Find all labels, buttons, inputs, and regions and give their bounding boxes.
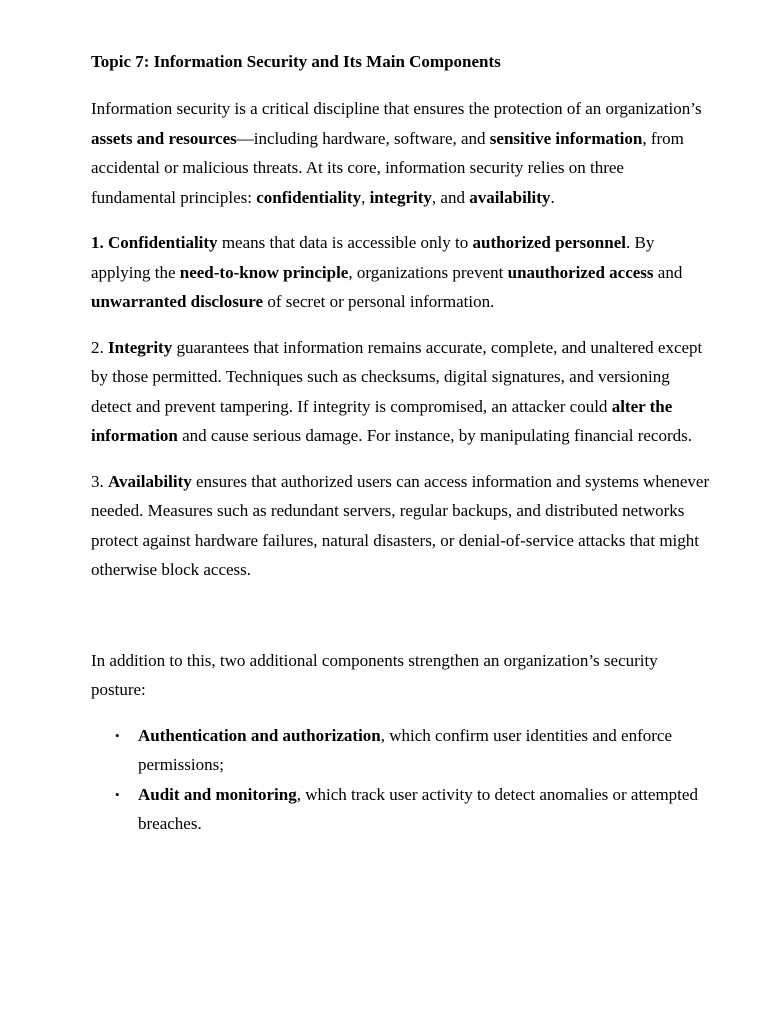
bold-text: Availability bbox=[108, 471, 192, 491]
text-run: , from accidental or malicious threats. At its core, information security relies on three fundamental principles: bbox=[91, 128, 684, 207]
bold-text: sensitive information bbox=[489, 128, 643, 148]
bold-text: availability bbox=[469, 187, 551, 207]
bold-text: 1. Confidentiality bbox=[91, 233, 218, 252]
text-run: and cause serious damage. For instance, by manipulating financial records. bbox=[177, 426, 692, 445]
components-list bbox=[91, 721, 711, 839]
bold-text: need-to-know principle bbox=[179, 262, 349, 282]
list-item-text bbox=[138, 726, 672, 775]
text-run: , which track user activity to detect anomalies or attempted breaches. bbox=[138, 784, 698, 833]
bold-text: confidentiality bbox=[256, 187, 362, 207]
availability-paragraph bbox=[91, 467, 711, 585]
text-run: Information security is a critical discipline that ensures the protection of an organization’s bbox=[91, 99, 702, 118]
text-run: means that data is accessible only to bbox=[217, 233, 473, 252]
text-run: , which confirm user identities and enforce permissions; bbox=[138, 725, 673, 774]
text-run: . By applying the bbox=[91, 233, 655, 282]
bold-text: integrity bbox=[369, 187, 432, 207]
bullet-icon: • bbox=[115, 727, 120, 743]
list-item-text bbox=[138, 785, 698, 834]
text-run: guarantees that information remains accurate, complete, and unaltered except by those permitted. Techniques such as checksums, digital signatures, and versioning detect and prevent tampering. If integrity is compromised, an attacker could bbox=[91, 337, 703, 416]
text-run: —including hardware, software, and bbox=[236, 128, 490, 148]
text-run: of secret or personal information. bbox=[263, 292, 495, 311]
text-run: , organizations prevent bbox=[348, 262, 508, 282]
list-item bbox=[115, 780, 711, 839]
text-run: 3. bbox=[91, 471, 108, 491]
text-run: 2. bbox=[91, 337, 108, 357]
bold-text: Integrity bbox=[108, 337, 173, 357]
bold-text: Audit and monitoring bbox=[138, 784, 297, 804]
bold-text: unwarranted disclosure bbox=[91, 292, 264, 311]
intro-paragraph bbox=[91, 94, 711, 212]
document-page bbox=[91, 50, 711, 839]
text-run: In addition to this, two additional components strengthen an organization’s security posture: bbox=[91, 650, 658, 699]
addition-paragraph bbox=[91, 646, 711, 705]
text-run: and bbox=[653, 262, 683, 282]
text-run: . bbox=[550, 187, 555, 207]
list-item bbox=[115, 721, 711, 780]
text-run: , bbox=[361, 187, 370, 207]
bold-text: unauthorized access bbox=[507, 262, 654, 282]
confidentiality-paragraph bbox=[91, 228, 711, 317]
text-run: ensures that authorized users can access information and systems whenever needed. Measures such as redundant servers, regular backups, and distributed networks protect against hardware failures, natural disasters, or denial-of-service attacks that might otherwise block access. bbox=[91, 471, 710, 579]
bold-text: assets and resources bbox=[91, 128, 237, 148]
integrity-paragraph bbox=[91, 333, 711, 451]
bullet-icon: • bbox=[115, 786, 120, 802]
document-title: Topic 7: Information Security and Its Main Components bbox=[91, 52, 501, 71]
bold-text: alter the information bbox=[91, 396, 673, 445]
bold-text: Authentication and authorization bbox=[138, 725, 381, 745]
text-run: , and bbox=[431, 187, 470, 207]
bold-text: authorized personnel bbox=[472, 233, 626, 252]
